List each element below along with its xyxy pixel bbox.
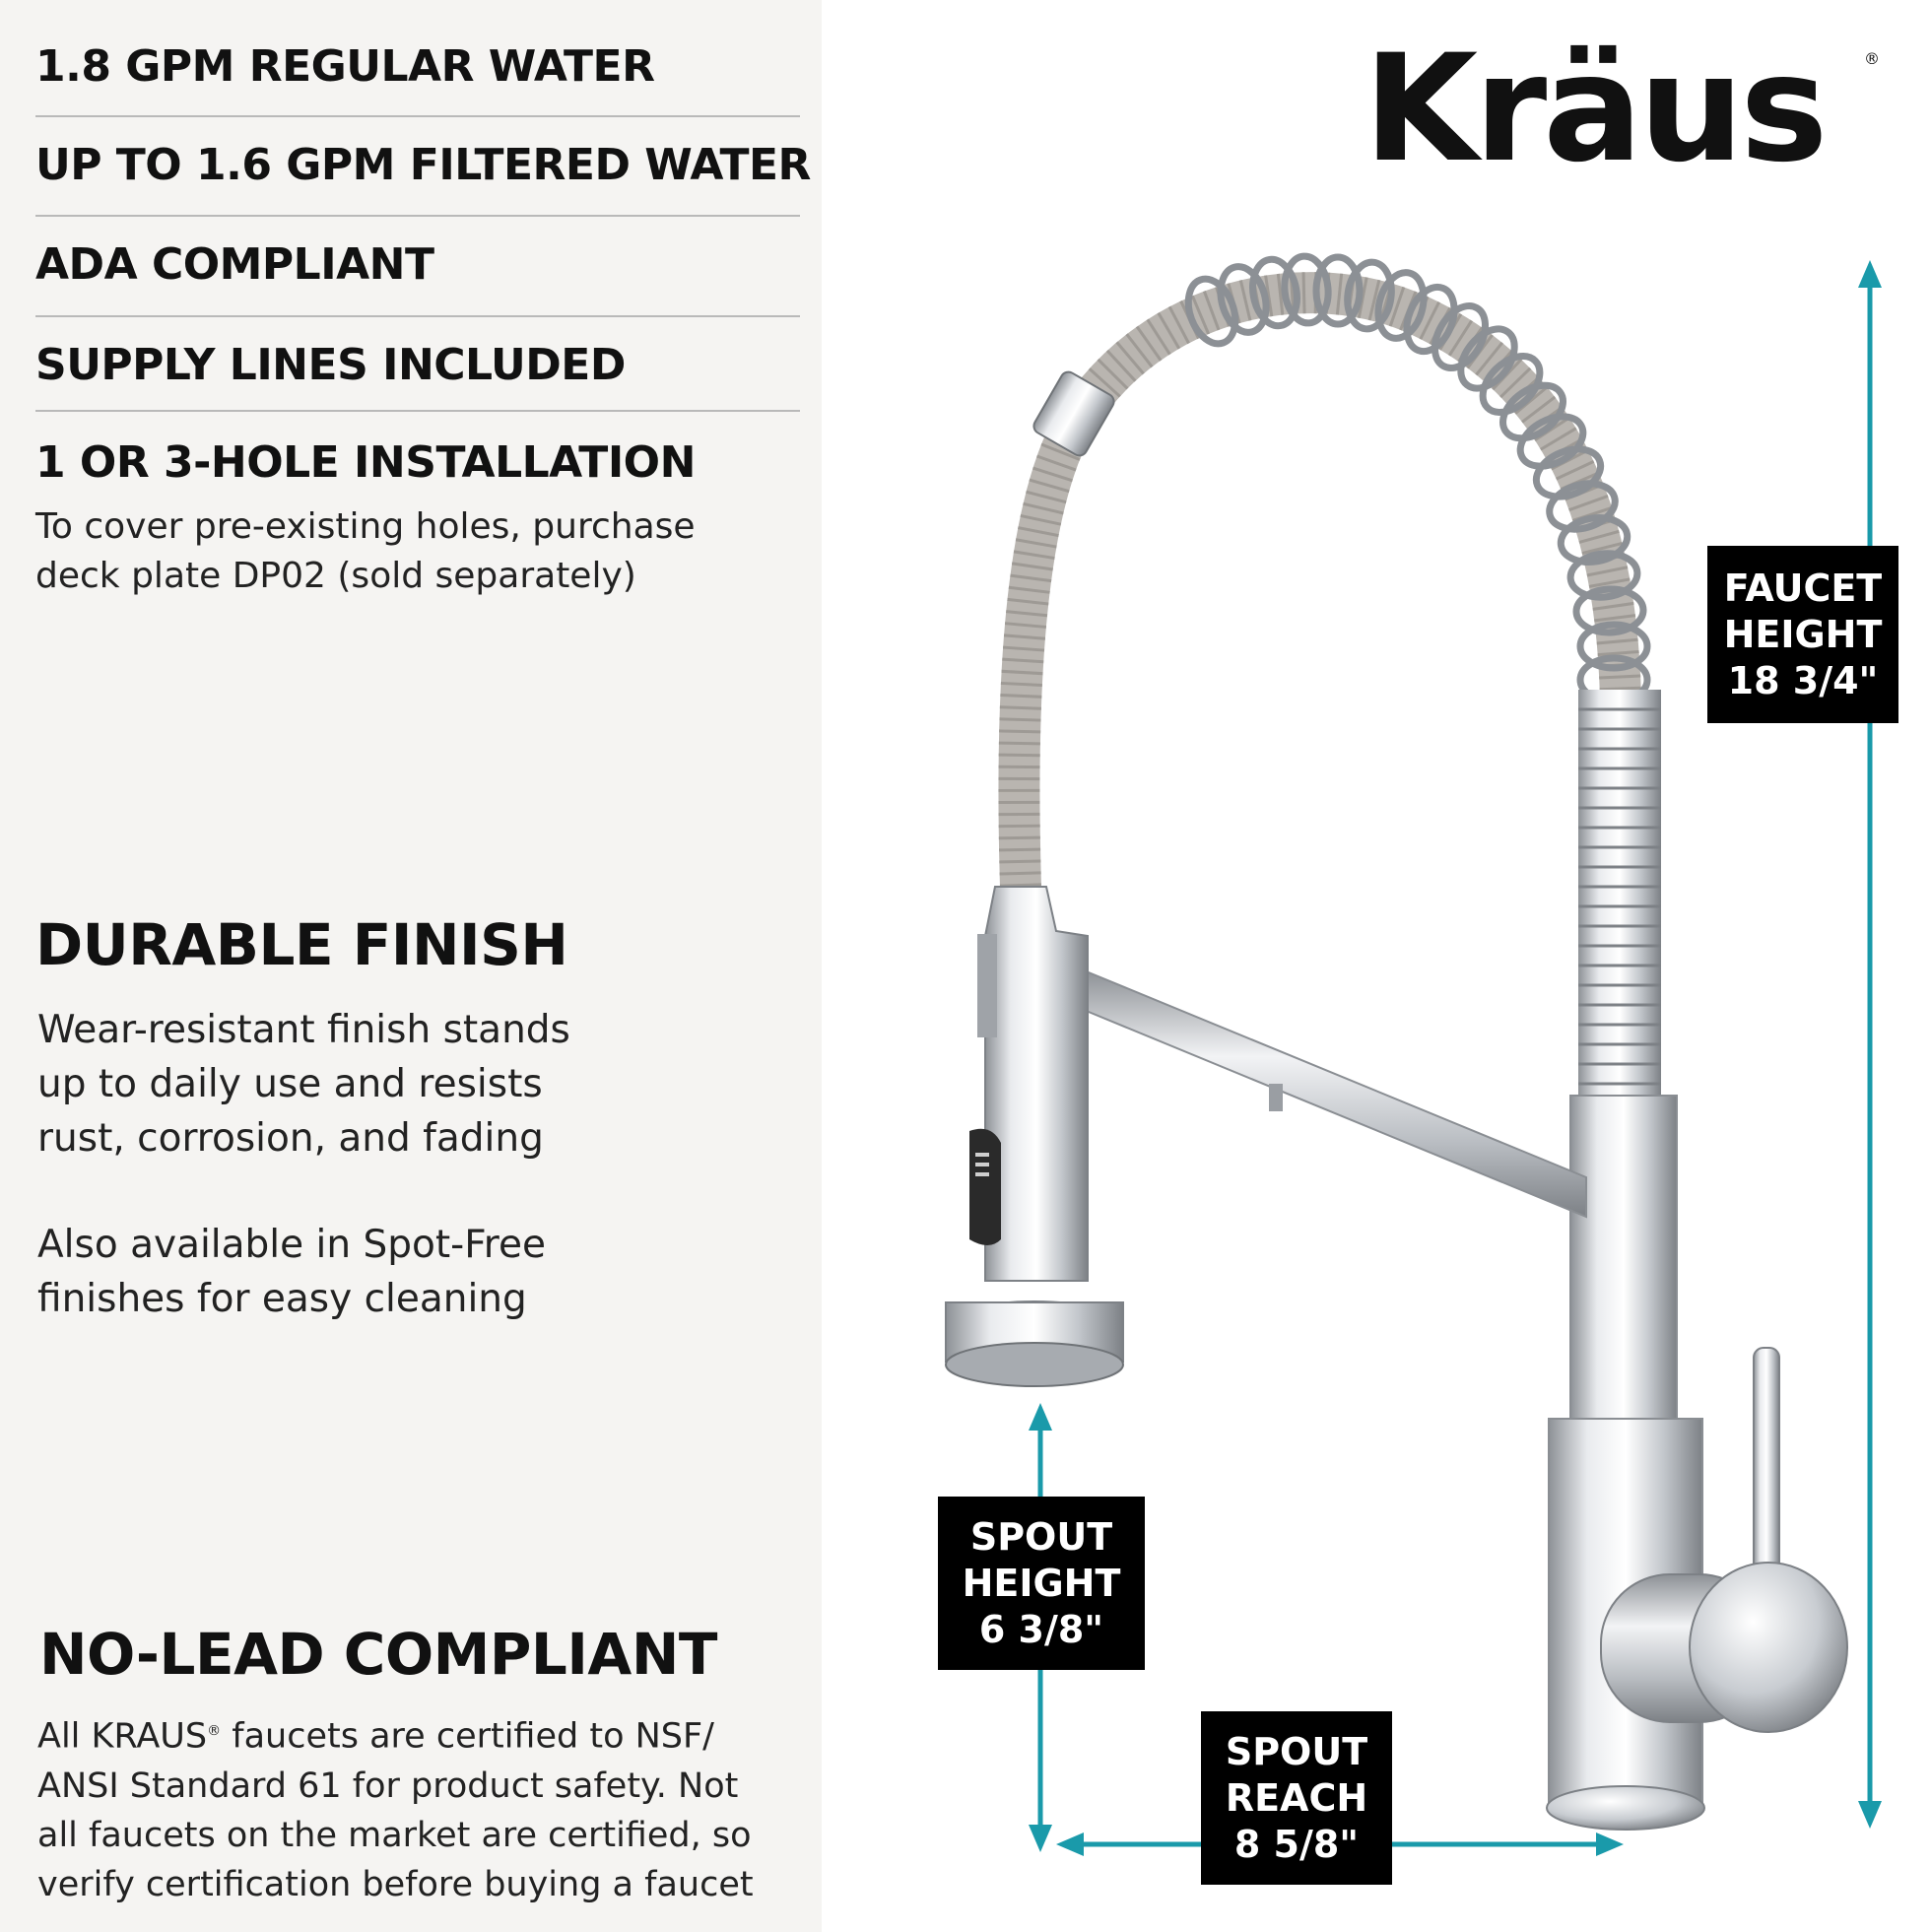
tight-coil bbox=[1578, 690, 1661, 1103]
faucet-body-column bbox=[1570, 1096, 1677, 1440]
faucet-height-arrow bbox=[1858, 260, 1882, 1829]
faucet-handle-cap bbox=[1690, 1563, 1847, 1732]
brand-wordmark: Kräus bbox=[1364, 24, 1825, 195]
durable-body: Wear-resistant finish stands up to daily use and resists rust, corrosion, and fading bbox=[37, 1008, 570, 1161]
registered-mark: ® bbox=[207, 1723, 222, 1739]
faucet-height-label: FAUCET HEIGHT 18 3/4" bbox=[1707, 546, 1898, 723]
installation-note: To cover pre-existing holes, purchase deck plate DP02 (sold separately) bbox=[35, 506, 696, 596]
spec-supply-lines: SUPPLY LINES INCLUDED bbox=[35, 340, 626, 390]
nolead-body-rest: faucets are certified to NSF/ ANSI Standard 61 for product safety. Not all faucets on the market are certified, so verify certification before buying a faucet bbox=[37, 1716, 754, 1904]
spout-reach-label: SPOUT REACH 8 5/8" bbox=[1201, 1711, 1392, 1885]
durable-extra: Also available in Spot-Free finishes for easy cleaning bbox=[37, 1223, 546, 1321]
spec-flow-rate: 1.8 GPM REGULAR WATER bbox=[35, 41, 655, 92]
durable-heading: DURABLE FINISH bbox=[35, 911, 568, 978]
spout-arm bbox=[1084, 970, 1586, 1217]
spec-ada: ADA COMPLIANT bbox=[35, 239, 434, 290]
nolead-body-prefix: All KRAUS bbox=[37, 1716, 208, 1757]
spout-height-label: SPOUT HEIGHT 6 3/8" bbox=[938, 1497, 1145, 1670]
spec-filtered-flow: UP TO 1.6 GPM FILTERED WATER bbox=[35, 140, 811, 190]
braided-hose bbox=[1019, 293, 1621, 887]
nolead-heading: NO-LEAD COMPLIANT bbox=[39, 1621, 717, 1688]
brand-registered-mark: ® bbox=[1864, 49, 1880, 68]
spec-installation: 1 OR 3-HOLE INSTALLATION bbox=[35, 437, 696, 488]
